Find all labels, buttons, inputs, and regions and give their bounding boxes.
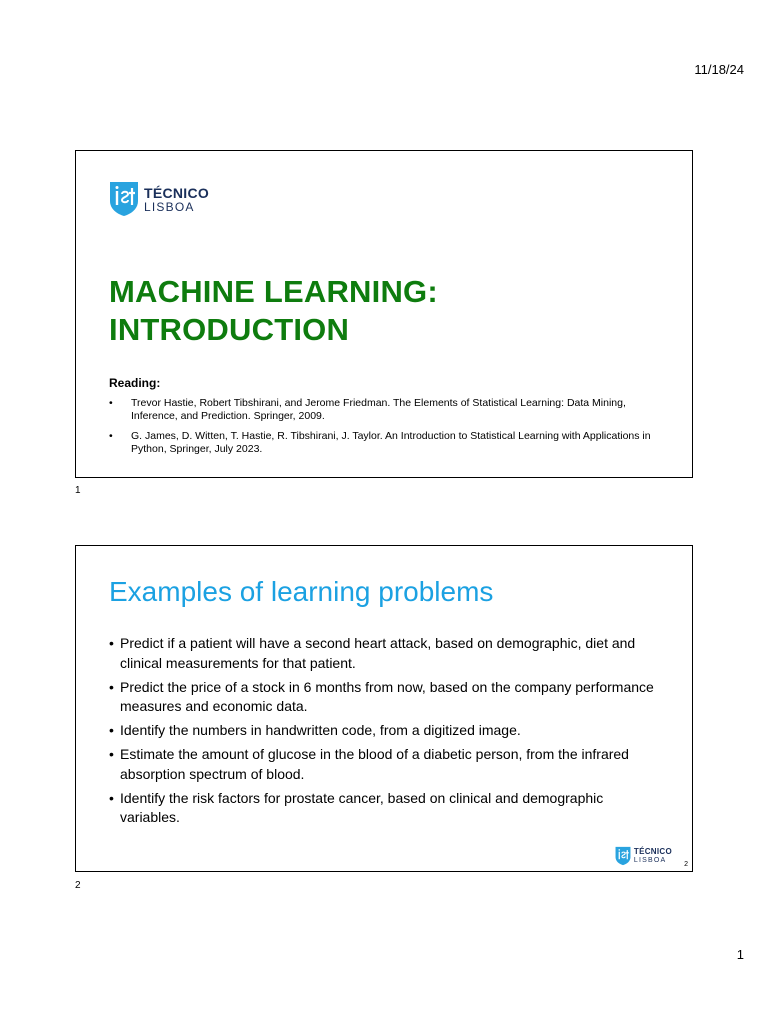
list-item: • Identify the numbers in handwritten code, from a digitized image.	[109, 721, 654, 741]
reading-label: Reading:	[109, 376, 161, 390]
list-item: • Identify the risk factors for prostate cancer, based on clinical and demographic variables.	[109, 789, 654, 828]
slide-2-inner-number: 2	[684, 861, 688, 868]
logo-line-1: TÉCNICO	[144, 184, 210, 201]
tecnico-logo	[109, 181, 209, 217]
list-item: • Predict if a patient will have a second heart attack, based on demographic, diet and clinical measurements for that patient.	[109, 634, 654, 673]
slide-2-number: 2	[75, 880, 81, 891]
examples-list	[109, 634, 654, 832]
slide-1-number: 1	[75, 485, 81, 496]
title-line-1: MACHINE LEARNING:	[109, 274, 438, 309]
list-item: • Predict the price of a stock in 6 months from now, based on the company performance measures and economic data.	[109, 678, 654, 717]
slide-1	[75, 150, 693, 478]
reference-item: • Trevor Hastie, Robert Tibshirani, and Jerome Friedman. The Elements of Statistical Learning: Data Mining, Inference, and Prediction. Springer, 2009.	[109, 397, 669, 423]
tecnico-logo-small	[615, 846, 672, 866]
reference-item: • G. James, D. Witten, T. Hastie, R. Tibshirani, J. Taylor. An Introduction to Statistical Learning with Applications in Python, Springer, July 2023.	[109, 430, 669, 456]
slide-1-title	[109, 273, 438, 349]
page-number: 1	[736, 947, 744, 962]
list-item: • Estimate the amount of glucose in the blood of a diabetic person, from the infrared absorption spectrum of blood.	[109, 745, 654, 784]
title-line-2: INTRODUCTION	[109, 312, 350, 347]
ist-shield-logo-icon	[109, 181, 139, 217]
print-date: 11/18/24	[694, 62, 744, 77]
logo-line-2: LISBOA	[144, 199, 195, 214]
logo-line-1: TÉCNICO	[633, 847, 672, 856]
ist-shield-logo-icon	[615, 846, 631, 866]
slide-2-title: Examples of learning problems	[109, 576, 494, 607]
logo-line-2: LISBOA	[633, 857, 667, 864]
slide-2	[75, 545, 693, 872]
reading-list	[109, 397, 669, 463]
